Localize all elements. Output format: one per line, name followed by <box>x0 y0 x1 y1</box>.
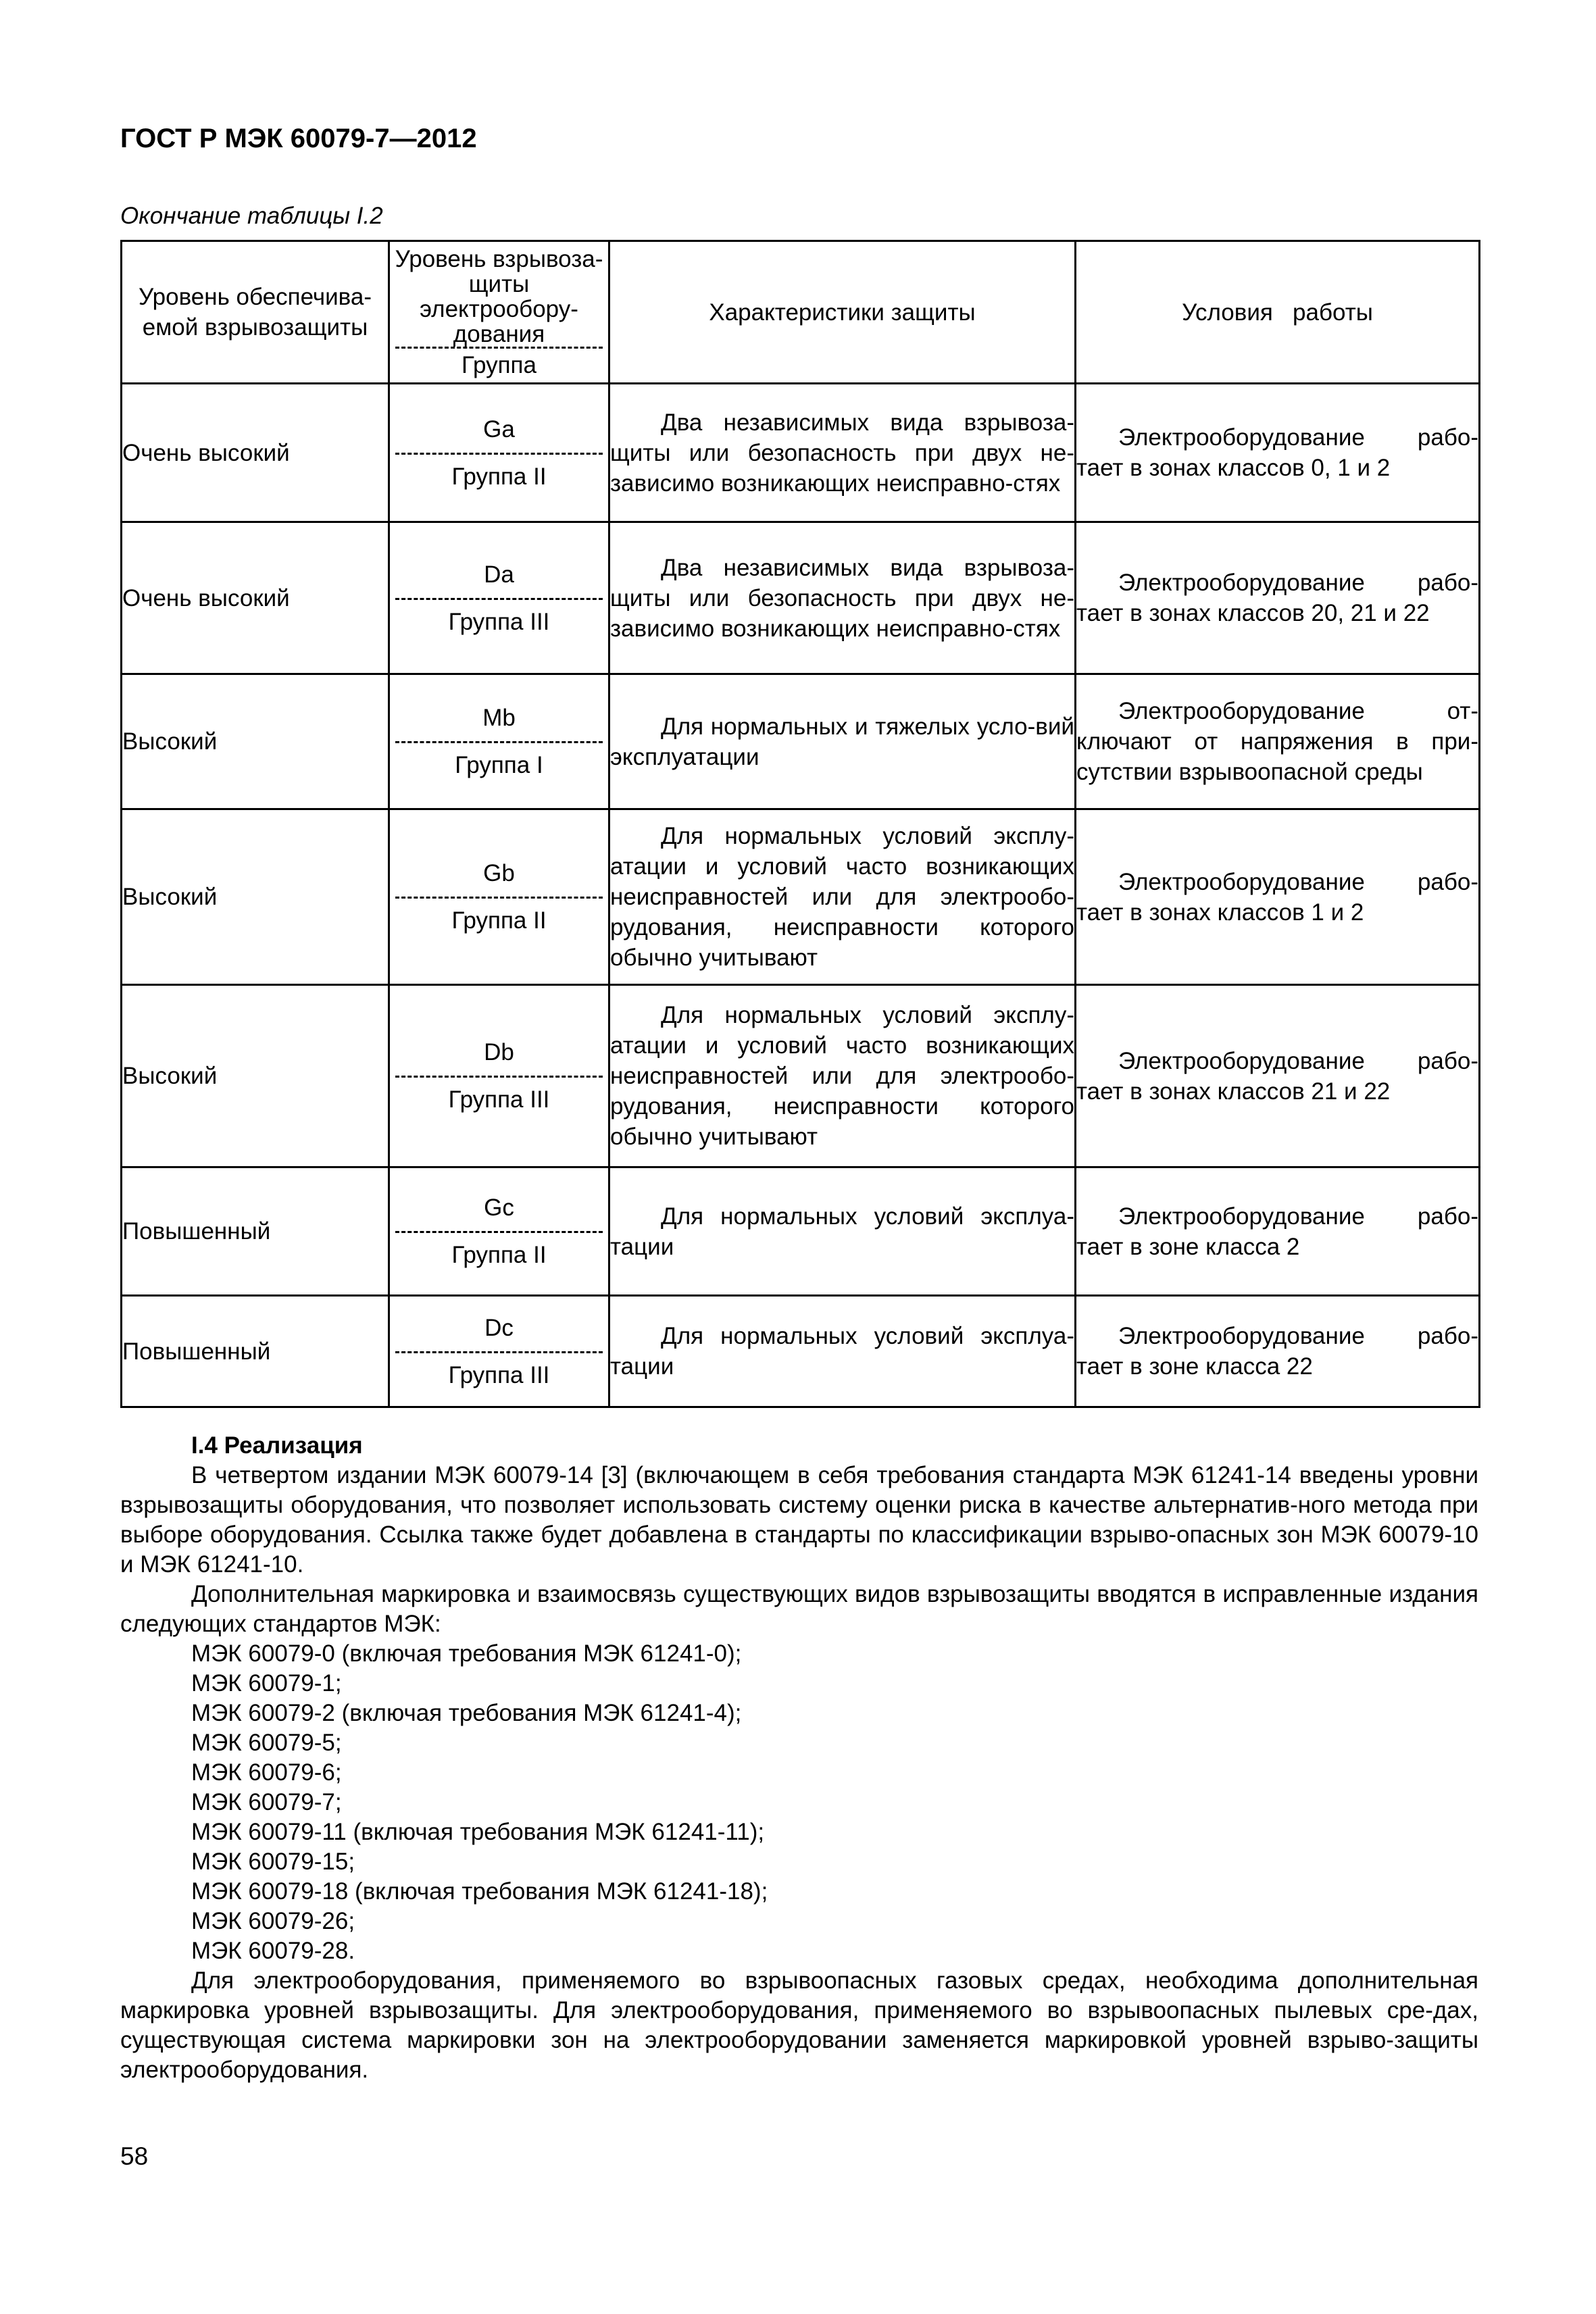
epl-group: Группа II <box>451 907 547 934</box>
section-title: I.4 Реализация <box>191 1432 363 1459</box>
cell-level: Высокий <box>122 809 389 985</box>
epl-group: Группа II <box>451 463 547 490</box>
epl-divider <box>395 1076 603 1078</box>
cell-level: Очень высокий <box>122 522 389 674</box>
epl-divider <box>395 598 603 600</box>
epl-group: Группа III <box>448 1086 550 1113</box>
cell-characteristics: Для нормальных условий эксплу-атации и условий часто возникающих неисправностей или для электрообо-рудования, неисправности которого обычно учитывают <box>609 985 1076 1167</box>
cell-epl <box>389 674 609 809</box>
header-conditions: Условия работы <box>1076 241 1480 384</box>
header-level: Уровень обеспечива-емой взрывозащиты <box>122 241 389 384</box>
cell-conditions: Электрооборудование рабо-тает в зонах классов 20, 21 и 22 <box>1076 522 1480 674</box>
list-item: МЭК 60079-6; <box>191 1759 342 1786</box>
cell-characteristics: Два независимых вида взрывоза-щиты или безопасность при двух не-зависимо возникающих неисправно-стях <box>609 384 1076 522</box>
cell-level: Повышенный <box>122 1296 389 1407</box>
section-paragraph-3: Для электрооборудования, применяемого во взрывоопасных газовых средах, необходима дополнительная маркировка уровней взрывозащиты. Для электрооборудования, применяемого во взрывоопасных пылевых сре-дах, существующая система маркировки зон на электрооборудовании заменяется маркировкой уровней взрыво-защиты электрооборудования. <box>120 1967 1478 2083</box>
table-caption: Окончание таблицы I.2 <box>120 203 383 229</box>
document-id: ГОСТ Р МЭК 60079-7—2012 <box>120 124 477 153</box>
cell-characteristics: Для нормальных условий эксплуа-тации <box>609 1167 1076 1296</box>
cell-conditions: Электрооборудование рабо-тает в зоне класса 22 <box>1076 1296 1480 1407</box>
epl-group: Группа I <box>455 752 543 778</box>
cell-epl <box>389 1167 609 1296</box>
cell-conditions: Электрооборудование рабо-тает в зонах классов 0, 1 и 2 <box>1076 384 1480 522</box>
cell-level: Очень высокий <box>122 384 389 522</box>
cell-conditions: Электрооборудование рабо-тает в зоне класса 2 <box>1076 1167 1480 1296</box>
table-row <box>122 384 1480 522</box>
epl-code: Gc <box>484 1194 514 1221</box>
cell-conditions: Электрооборудование рабо-тает в зонах классов 1 и 2 <box>1076 809 1480 985</box>
table-row <box>122 1296 1480 1407</box>
table-row <box>122 674 1480 809</box>
section-implementation <box>120 1431 1478 2085</box>
epl-divider <box>395 453 603 455</box>
epl-divider <box>395 1351 603 1353</box>
cell-level: Высокий <box>122 985 389 1167</box>
table-row <box>122 809 1480 985</box>
list-item: МЭК 60079-2 (включая требования МЭК 61241-4); <box>191 1700 742 1726</box>
epl-code: Db <box>484 1039 514 1065</box>
header-epl-top: Уровень взрывоза-щиты электрообору-дования <box>395 245 603 347</box>
cell-epl <box>389 384 609 522</box>
list-item: МЭК 60079-11 (включая требования МЭК 61241-11); <box>191 1819 765 1845</box>
header-epl <box>389 241 609 384</box>
table-header-row <box>122 241 1480 384</box>
list-item: МЭК 60079-1; <box>191 1670 342 1696</box>
cell-level: Высокий <box>122 674 389 809</box>
epl-code: Da <box>484 561 514 588</box>
epl-divider <box>395 741 603 743</box>
epl-code: Ga <box>483 416 515 443</box>
cell-characteristics: Для нормальных и тяжелых усло-вий эксплуатации <box>609 674 1076 809</box>
epl-code: Gb <box>483 860 515 886</box>
cell-epl <box>389 809 609 985</box>
epl-code: Mb <box>482 705 516 731</box>
epl-divider <box>395 897 603 899</box>
list-item: МЭК 60079-5; <box>191 1730 342 1756</box>
protection-level-table <box>120 240 1480 1408</box>
table-row <box>122 522 1480 674</box>
header-characteristics: Характеристики защиты <box>609 241 1076 384</box>
list-item: МЭК 60079-18 (включая требования МЭК 61241-18); <box>191 1878 768 1905</box>
cell-level: Повышенный <box>122 1167 389 1296</box>
page-number: 58 <box>120 2142 149 2170</box>
cell-conditions: Электрооборудование от-ключают от напряжения в при-сутствии взрывоопасной среды <box>1076 674 1480 809</box>
cell-conditions: Электрооборудование рабо-тает в зонах классов 21 и 22 <box>1076 985 1480 1167</box>
cell-epl <box>389 985 609 1167</box>
cell-characteristics: Для нормальных условий эксплуа-тации <box>609 1296 1076 1407</box>
list-item: МЭК 60079-7; <box>191 1789 342 1815</box>
list-item: МЭК 60079-26; <box>191 1908 355 1934</box>
table-row <box>122 985 1480 1167</box>
list-item: МЭК 60079-0 (включая требования МЭК 61241-0); <box>191 1640 742 1667</box>
table-row <box>122 1167 1480 1296</box>
cell-epl <box>389 522 609 674</box>
epl-group: Группа III <box>448 608 550 635</box>
list-item: МЭК 60079-15; <box>191 1848 355 1875</box>
epl-divider <box>395 1231 603 1233</box>
cell-characteristics: Два независимых вида взрывоза-щиты или безопасность при двух не-зависимо возникающих неисправно-стях <box>609 522 1076 674</box>
standards-list <box>120 1639 1478 1966</box>
cell-epl <box>389 1296 609 1407</box>
list-item: МЭК 60079-28. <box>191 1938 355 1964</box>
section-paragraph-2: Дополнительная маркировка и взаимосвязь существующих видов взрывозащиты вводятся в исправленные издания следующих стандартов МЭК: <box>120 1581 1478 1637</box>
header-epl-bottom: Группа <box>462 352 537 378</box>
epl-code: Dc <box>484 1314 514 1341</box>
epl-group: Группа III <box>448 1361 550 1388</box>
section-paragraph-1: В четвертом издании МЭК 60079-14 [3] (включающем в себя требования стандарта МЭК 61241-14 введены уровни взрывозащиты оборудования, что позволяет использовать систему оценки риска в качестве альтернатив-ного метода при выборе оборудования. Ссылка также будет добавлена в стандарты по классификации взрыво-опасных зон МЭК 60079-10 и МЭК 61241-10. <box>120 1462 1478 1578</box>
epl-group: Группа II <box>451 1242 547 1268</box>
cell-characteristics: Для нормальных условий эксплу-атации и условий часто возникающих неисправностей или для электрообо-рудования, неисправности которого обычно учитывают <box>609 809 1076 985</box>
